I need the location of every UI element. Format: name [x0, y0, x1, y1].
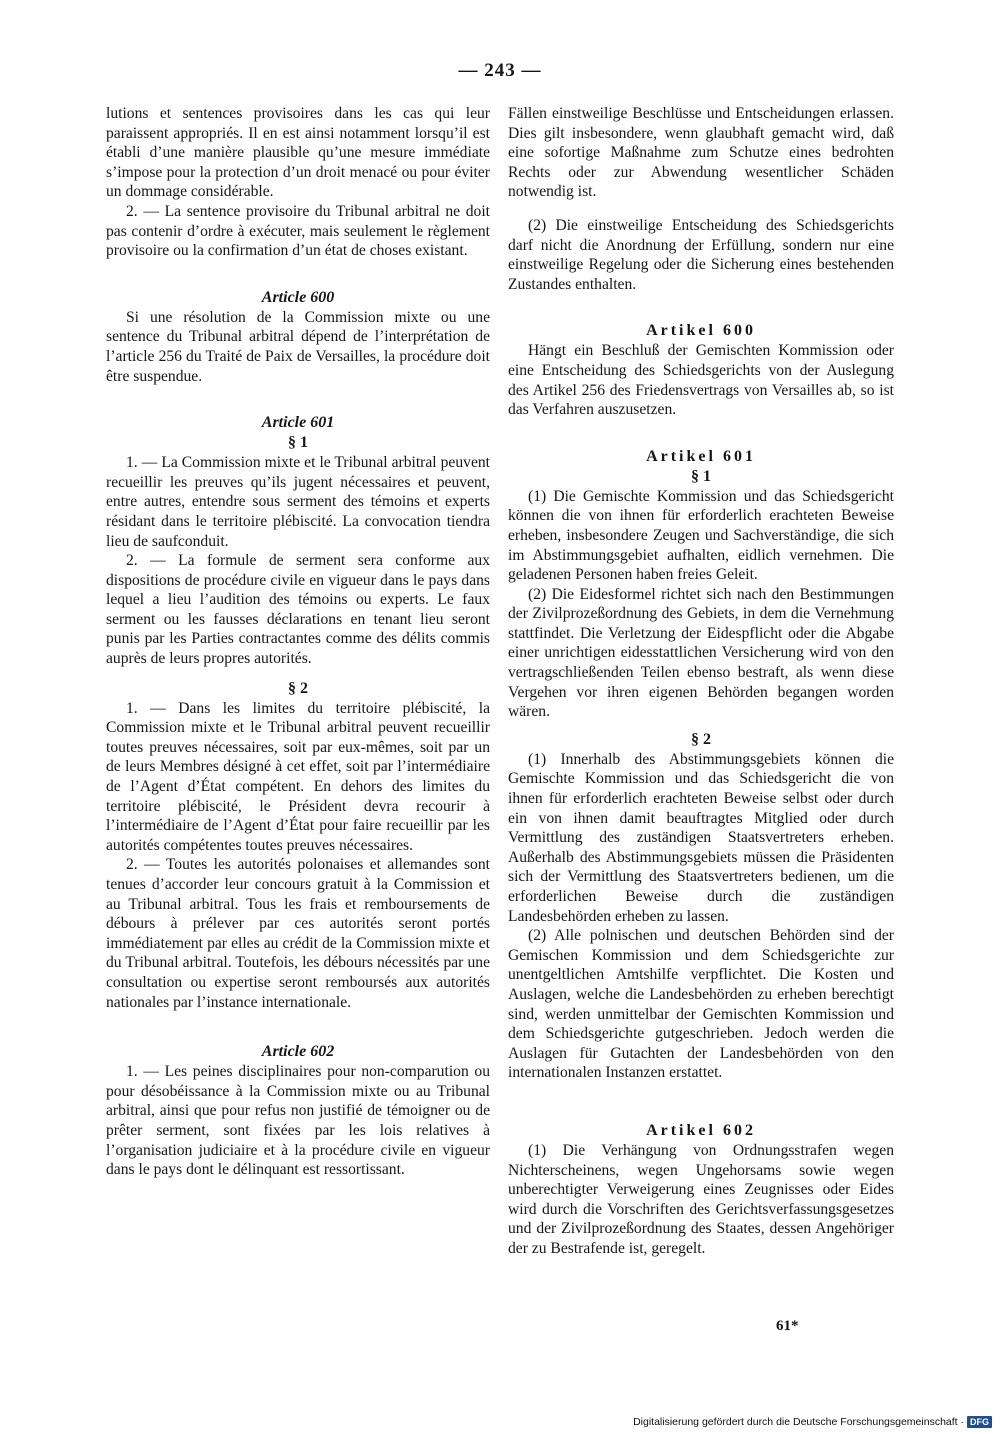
- fr-intro-paragraph-2: 2. — La sentence provisoire du Tribunal arbitral ne doit pas contenir d’ordre à exécuter, mais seulement le règlement provisoire ou la confirmation d’un état de choses existant.: [106, 202, 490, 260]
- fr-article-601-s2-paragraph-2: 2. — Toutes les autorités polonaises et allemandes sont tenues d’accorder leur concours gratuit à la Commission et au Tribunal arbitral. Tous les frais et remboursements de débours à prélever par ces autorités seront portés immédiatement par elles au crédit de la Commission mixte et du Tribunal arbitral. Toutefois, les débours nécessités par une consultation ou expertise seront remboursés aux autorités nationales par l’instance internationale.: [106, 856, 490, 1011]
- de-article-601-s1-paragraph-2: (2) Die Eidesformel richtet sich nach den Bestimmungen der Zivilprozeßordnung des Gebiets, in dem die Vernehmung stattfindet. Die Verletzung der Eidespflicht oder die Abgabe einer unrichtigen eidesstattlichen Versicherung wird von den vertragschließenden Teilen ebenso bestraft, als wenn diese Vergehen vor ihren eigenen Behörden begangen worden wären.: [508, 585, 894, 721]
- de-article-601-section-2: § 2: [691, 730, 711, 748]
- german-column: [508, 104, 894, 1259]
- fr-article-601-s2-paragraph-1: 1. — Dans les limites du territoire plébiscité, la Commission mixte et le Tribunal arbitral peuvent recueillir toutes preuves nécessaires, soit par eux-mêmes, soit par un de leurs Membres désigné à cet effet, soit par l’intermédiaire de l’Agent d’État compétent. En dehors des limites du territoire plébiscité, le Président devra recourir à l’intermédiaire de l’Agent d’État pour faire recueillir par les autorités compétentes toutes preuves nécessaires.: [106, 699, 490, 854]
- fr-article-600-title: Article 600: [261, 288, 335, 306]
- de-article-600-title: Artikel 600: [646, 322, 756, 340]
- de-intro-paragraph-2: (2) Die einstweilige Entscheidung des Schiedsgerichts darf nicht die Anordnung der Erfüllung, sondern nur eine einstweilige Regelung oder die Sicherung eines bestehenden Zustandes enthalten.: [508, 216, 894, 293]
- french-column: [106, 104, 490, 1180]
- fr-article-601-section-2: § 2: [288, 679, 308, 697]
- signature-mark: 61*: [776, 1318, 799, 1334]
- de-article-601-s1-paragraph-1: (1) Die Gemischte Kommission und das Schiedsgericht können die von ihnen für erforderlich erachteten Beweise erheben, insbesondere Zeugen und Sachverständige, die sich im Abstimmungsgebiet aufhalten, eidlich vernehmen. Die geladenen Personen haben freies Geleit.: [508, 487, 894, 584]
- fr-article-601-title: Article 601: [261, 414, 335, 432]
- page-number: — 243 —: [458, 60, 542, 81]
- de-article-601-section-1: § 1: [691, 467, 711, 485]
- de-article-602-title: Artikel 602: [646, 1121, 756, 1139]
- credit-text: Digitalisierung gefördert durch die Deutsche Forschungsgemeinschaft ·: [633, 1416, 964, 1428]
- fr-article-601-section-1: § 1: [288, 434, 308, 452]
- de-intro-paragraph-1: Fällen einstweilige Beschlüsse und Entscheidungen erlassen. Dies gilt insbesondere, wenn glaubhaft gemacht wird, daß eine sofortige Maßnahme zum Schutze eines bedrohten Rechts oder zur Abwendung wesentlicher Schäden notwendig ist.: [508, 105, 894, 201]
- dfg-logo-icon: DFG: [967, 1416, 992, 1428]
- de-article-601-title: Artikel 601: [646, 447, 756, 465]
- de-article-602-paragraph: (1) Die Verhängung von Ordnungsstrafen wegen Nichterscheinens, wegen Ungehorsams sowie wegen unberechtigter Verweigerung eines Zeugnisses oder Eides wird durch die Vorschriften des Gerichtsverfassungsgesetzes und der Zivilprozeßordnung des Staates, dessen Angehöriger der zu Bestrafende ist, geregelt.: [508, 1141, 894, 1257]
- de-article-600-paragraph: Hängt ein Beschluß der Gemischten Kommission oder eine Entscheidung des Schiedsgerichts von der Auslegung des Artikel 256 des Friedensvertrags von Versailles ab, so ist das Verfahren auszusetzen.: [508, 342, 894, 419]
- fr-article-602-title: Article 602: [261, 1043, 335, 1061]
- fr-article-602-paragraph: 1. — Les peines disciplinaires pour non-comparution ou pour désobéissance à la Commission mixte ou au Tribunal arbitral, ainsi que pour refus non justifié de témoigner ou de prêter serment, sont fixées par les lois relatives à l’organisation judiciaire et à la procédure civile en vigueur dans le pays dont le délinquant est ressortissant.: [106, 1063, 490, 1179]
- fr-article-601-s1-paragraph-1: 1. — La Commission mixte et le Tribunal arbitral peuvent recueillir les preuves qu’ils jugent nécessaires et peuvent, entre autres, entendre sous serment des témoins et experts résidant dans le territoire plébiscité. La convocation tiendra lieu de saufconduit.: [106, 454, 490, 550]
- de-article-601-s2-paragraph-1: (1) Innerhalb des Abstimmungsgebiets können die Gemischte Kommission und das Schiedsgericht die von ihnen für erforderlich erachteten Beweise selbst oder durch ein von ihnen damit beauftragtes Mitglied oder durch Vermittlung des zuständigen Staatsvertreters erheben. Außerhalb des Abstimmungsgebiets müssen die Präsidenten sich der Vermittlung des Staatsvertreters bedienen, um die erforderlichen Beweise durch die zuständigen Landesbehörden erheben zu lassen.: [508, 750, 894, 925]
- fr-article-601-s1-paragraph-2: 2. — La formule de serment sera conforme aux dispositions de procédure civile en vigueur dans le pays dans lequel a lieu l’audition des témoins ou experts. Le faux serment ou les fausses déclarations en tenant lieu seront punis par les Parties contractantes comme des délits commis auprès de leurs propres autorités.: [106, 552, 490, 668]
- fr-article-600-paragraph: Si une résolution de la Commission mixte ou une sentence du Tribunal arbitral dépend de l’interprétation de l’article 256 du Traité de Paix de Versailles, la procédure doit être suspendue.: [106, 308, 490, 385]
- digitization-credit: [633, 1416, 992, 1428]
- de-article-601-s2-paragraph-2: (2) Alle polnischen und deutschen Behörden sind der Gemischen Kommission und dem Schiedsgerichte zur unentgeltlichen Amtshilfe verpflichtet. Die Kosten und Auslagen, welche die Landesbehörden zu erheben berechtigt sind, werden unmittelbar der Gemischten Kommission und dem Schiedsgerichte gutgeschrieben. Jedoch werden die Auslagen für Gutachten der Landesbehörden von den internationalen Instanzen erstattet.: [508, 927, 894, 1082]
- fr-intro-paragraph-1: lutions et sentences provisoires dans les cas qui leur paraissent appropriés. Il en est ainsi notamment lorsqu’il est établi d’une manière plausible qu’une mesure immédiate s’impose pour la protection d’un droit menacé ou pour éviter un dommage considérable.: [106, 105, 490, 201]
